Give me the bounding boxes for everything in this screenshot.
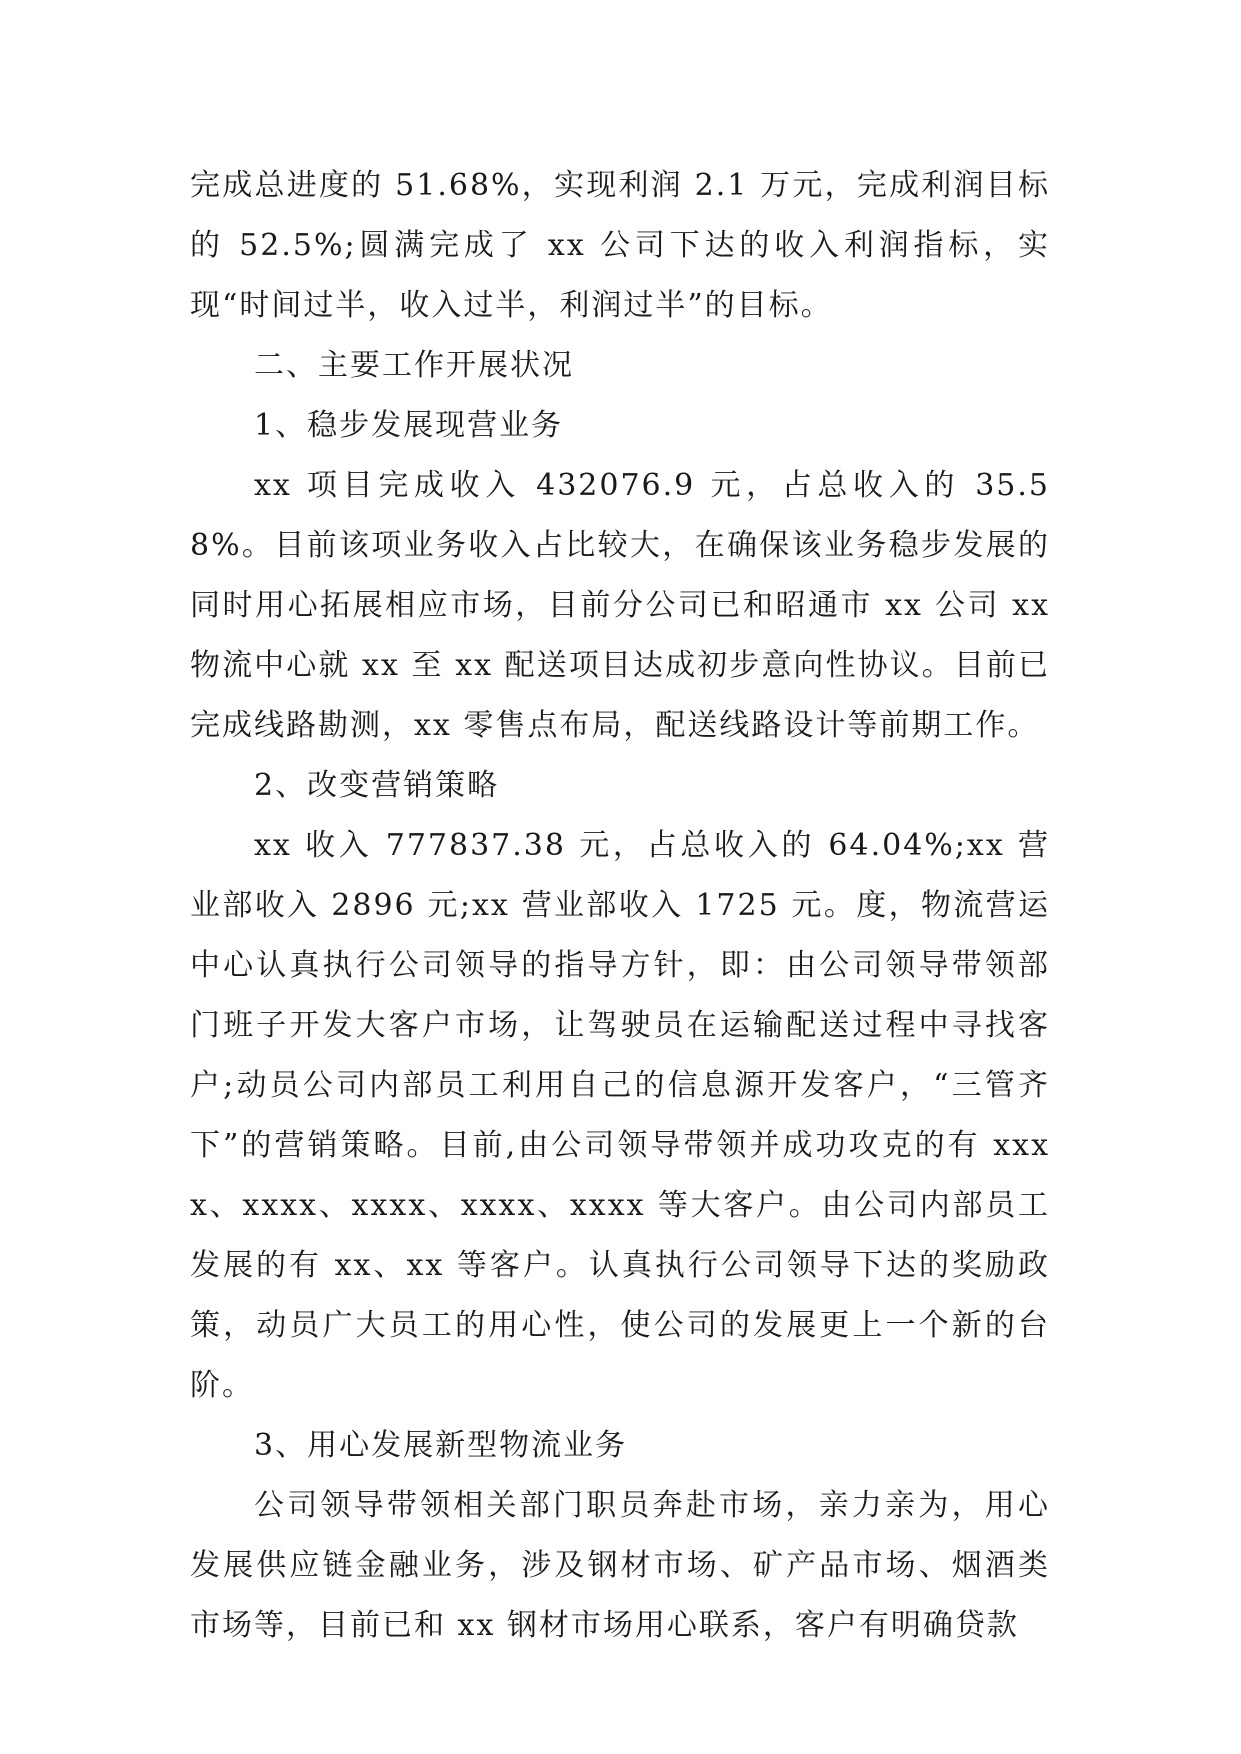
subheading-stable-business: 1、稳步发展现营业务 — [254, 408, 564, 443]
paragraph-marketing-details: xx 收入 777837.38 元，占总收入的 64.04%;xx 营业部收入 2896 元;xx 营业部收入 1725 元。度，物流营运中心认真执行公司领导的指导方针，即：由公司领导带领部门班子开发大客户市场，让驾驶员在运输配送过程中寻找客户;动员公司内部员工利用自己的信息源开发客户，“三管齐下”的营销策略。目前,由公司领导带领并成功攻克的有 xxxx、xxxx、xxxx、xxxx、xxxx 等大客户。由公司内部员工发展的有 xx、xx 等客户。认真执行公司领导下达的奖励政策，动员广大员工的用心性，使公司的发展更上一个新的台阶。 — [190, 828, 1050, 1403]
document-body — [190, 156, 1050, 1656]
paragraph-progress-summary: 完成总进度的 51.68%，实现利润 2.1 万元，完成利润目标的 52.5%;圆满完成了 xx 公司下达的收入利润指标，实现“时间过半，收入过半，利润过半”的目标。 — [190, 168, 1050, 323]
subheading-new-logistics: 3、用心发展新型物流业务 — [254, 1428, 628, 1463]
paragraph-supply-chain: 公司领导带领相关部门职员奔赴市场，亲力亲为，用心发展供应链金融业务，涉及钢材市场、矿产品市场、烟酒类市场等，目前已和 xx 钢材市场用心联系，客户有明确贷款 — [190, 1488, 1050, 1643]
section-heading-main-work: 二、主要工作开展状况 — [254, 348, 574, 383]
paragraph-project-income: xx 项目完成收入 432076.9 元，占总收入的 35.58%。目前该项业务收入占比较大，在确保该业务稳步发展的同时用心拓展相应市场，目前分公司已和昭通市 xx 公司 xx 物流中心就 xx 至 xx 配送项目达成初步意向性协议。目前已完成线路勘测，xx 零售点布局，配送线路设计等前期工作。 — [190, 468, 1050, 743]
subheading-marketing-strategy: 2、改变营销策略 — [254, 768, 500, 803]
